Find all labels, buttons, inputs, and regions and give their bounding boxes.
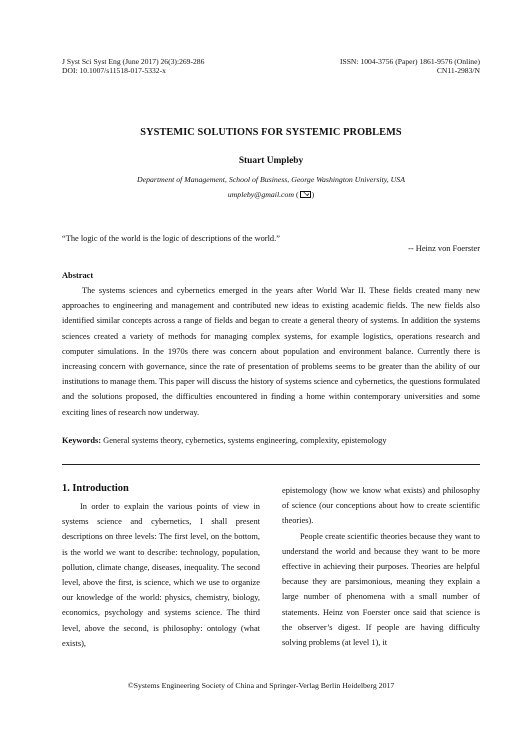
section-heading-introduction: 1. Introduction xyxy=(62,483,129,494)
epigraph-attribution: -- Heinz von Foerster xyxy=(408,244,480,253)
author-contact xyxy=(62,190,480,199)
envelope-close-paren: ) xyxy=(311,190,315,199)
author-affiliation: Department of Management, School of Business, George Washington University, USA xyxy=(137,175,405,184)
abstract-text: The systems sciences and cybernetics emerged in the years after World War II. These fields created many new approaches to engineering and management and contributed new ideas to existing academic fields. The new fields also identified similar concepts across a range of fields and began to create a general theory of systems. In addition the systems sciences created a variety of methods for managing complex systems, for example logistics, operations research and computer simulations. In the 1970s there was concern about population and environment balance. Currently there is increasing concern with governance, since the rate of presentation of problems seems to be greater than the ability of our institutions to manage them. This paper will discuss the history of systems science and cybernetics, the questions formulated and the solutions proposed, the difficulties encountered in finding a home within contemporary universities and some exciting lines of research now underway. xyxy=(62,286,480,417)
doi: DOI: 10.1007/s11518-017-5332-x xyxy=(62,66,166,75)
body-column-left: In order to explain the various points of view in systems science and cybernetics, I shall present descriptions on three levels: The first level, on the bottom, is the world we want to describe: technology, population, pollution, climate change, diseases, inequality. The second level, above the first, is science, which we use to organize our knowledge of the world: physics, chemistry, biology, economics, psychology and systems science. The third level, above the second, is philosophy: ontology (what exists), xyxy=(62,502,260,648)
epigraph-quote: “The logic of the world is the logic of descriptions of the world.” xyxy=(62,234,280,243)
abstract-heading: Abstract xyxy=(62,271,94,280)
paper-title: SYSTEMIC SOLUTIONS FOR SYSTEMIC PROBLEMS xyxy=(140,127,402,138)
body-column-right xyxy=(282,483,480,650)
keywords-text: General systems theory, cybernetics, systems engineering, complexity, epistemology xyxy=(101,436,387,445)
keywords-label: Keywords: xyxy=(62,436,102,445)
copyright-footer: ©Systems Engineering Society of China and Springer-Verlag Berlin Heidelberg 2017 xyxy=(127,681,395,690)
cn-number: CN11-2983/N xyxy=(436,66,480,75)
issn-info: ISSN: 1004-3756 (Paper) 1861-9576 (Online) xyxy=(339,57,480,66)
right-paragraph-1: epistemology (how we know what exists) and philosophy of science (our conceptions about how to create scientific theories). xyxy=(282,486,480,526)
envelope-open-paren: ( xyxy=(296,190,299,199)
journal-citation: J Syst Sci Syst Eng (June 2017) 26(3):269-286 xyxy=(62,57,205,66)
author-name: Stuart Umpleby xyxy=(238,156,304,166)
keywords xyxy=(62,436,480,445)
right-paragraph-2: People create scientific theories because they want to understand the world and because they want to be more effective in achieving their purposes. Theories are helpful because they are parsimonious, meaning they explain a large number of phenomena with a small number of statements. Heinz von Foerster once said that science is the observer’s digest. If people are having difficulty solving problems (at level 1), it xyxy=(282,531,480,648)
envelope-icon xyxy=(300,191,311,198)
author-email[interactable]: umpleby@gmail.com xyxy=(227,190,295,199)
section-divider xyxy=(62,464,480,465)
